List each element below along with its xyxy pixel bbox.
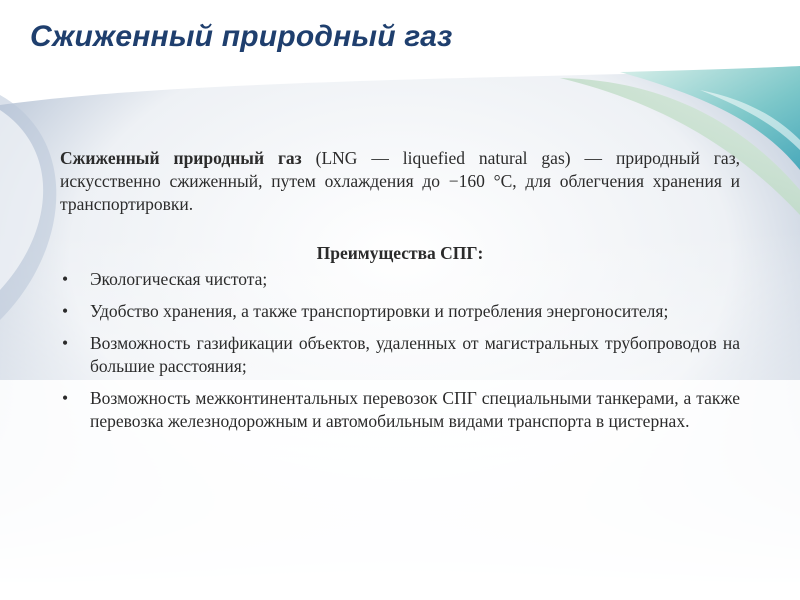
list-item [60, 332, 740, 378]
bullet-icon: • [62, 388, 69, 408]
advantage-text: Возможность межконтинентальных перевозок СПГ специальными танкерами, а также перевозка железнодорожным и автомобильным видами транспорта в цистернах. [90, 388, 740, 431]
advantages-list [60, 268, 740, 433]
intro-term: Сжиженный природный газ [60, 148, 302, 168]
bullet-icon: • [62, 333, 69, 353]
advantage-text: Экологическая чистота; [90, 269, 268, 289]
slide-title: Сжиженный природный газ [30, 20, 453, 53]
advantage-text: Возможность газификации объектов, удаленных от магистральных трубопроводов на большие расстояния; [90, 333, 740, 376]
list-item [60, 387, 740, 433]
intro-text: (LNG — liquefied natural gas) — природный газ, искусственно сжиженный, путем охлаждения до −160 °С, для облегчения хранения и транспортировки. [60, 148, 740, 214]
list-item [60, 300, 740, 323]
bullet-icon: • [62, 269, 69, 289]
list-item [60, 268, 740, 291]
intro-paragraph [60, 147, 740, 216]
slide-content [60, 147, 740, 442]
advantage-text: Удобство хранения, а также транспортировки и потребления энергоносителя; [90, 301, 669, 321]
advantages-heading: Преимущества СПГ: [316, 243, 484, 263]
bullet-icon: • [62, 301, 69, 321]
